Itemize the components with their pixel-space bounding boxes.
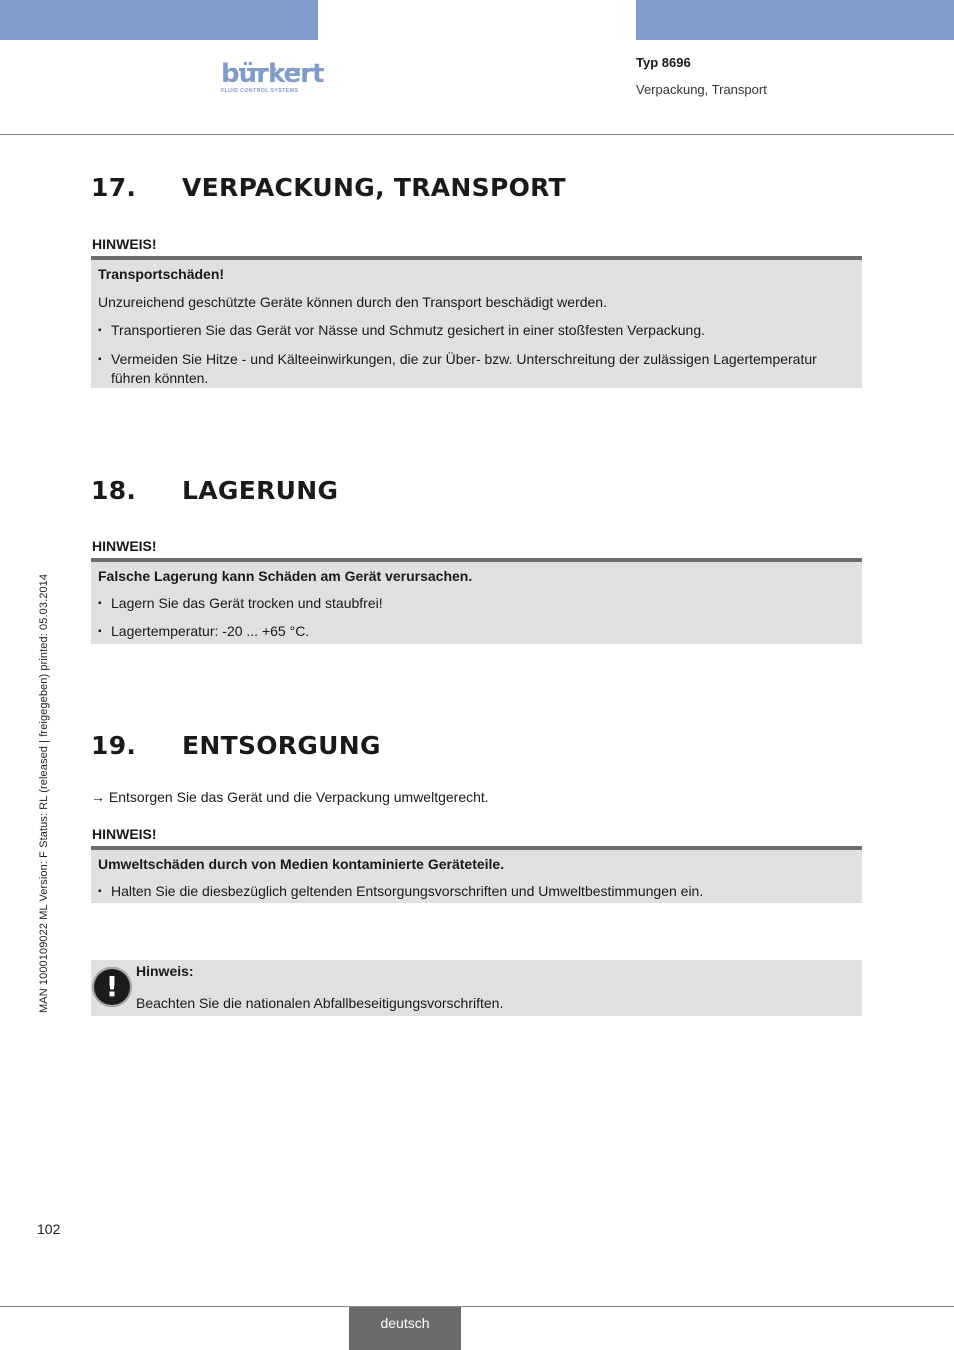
footer-divider [0, 1306, 954, 1307]
header-divider [0, 134, 954, 135]
header-bar-right [636, 0, 954, 40]
instruction-text: → Entsorgen Sie das Gerät und die Verpackung umweltgerecht. [91, 789, 489, 805]
header-typ: Typ 8696 [636, 55, 691, 70]
notice-title: Transportschäden! [98, 266, 225, 282]
header-section-name: Verpackung, Transport [636, 82, 767, 97]
exclamation-mark: ! [105, 970, 119, 1003]
language-tab: deutsch [349, 1307, 461, 1350]
section-number: 17. [91, 173, 137, 202]
list-item: ▪ Lagertemperatur: -20 ... +65 °C. [98, 622, 844, 641]
note-text: Beachten Sie die nationalen Abfallbeseitigungsvorschriften. [136, 995, 504, 1011]
section-19-heading [91, 731, 381, 760]
section-title: LAGERUNG [182, 476, 339, 505]
section-18-heading [91, 476, 338, 505]
notice-label: HINWEIS! [92, 236, 157, 252]
section-17-heading [91, 173, 566, 202]
note-box [91, 960, 862, 1016]
list-item: ▪ Vermeiden Sie Hitze - und Kälteeinwirkungen, die zur Über- bzw. Unterschreitung der zulässigen Lagertemperatur führen könnten. [98, 350, 844, 388]
burkert-logo [221, 58, 324, 98]
notice-text: Unzureichend geschützte Geräte können durch den Transport beschädigt werden. [98, 294, 607, 310]
notice-label: HINWEIS! [92, 826, 157, 842]
list-item: ▪ Halten Sie die diesbezüglich geltenden Entsorgungsvorschriften und Umweltbestimmungen ein. [98, 882, 844, 901]
section-number: 18. [91, 476, 137, 505]
document-meta-vertical: MAN 1000109022 ML Version: F Status: RL (released | freigegeben) printed: 05.03.2014 [38, 573, 50, 1013]
notice-box-disposal [91, 846, 862, 903]
list-item: ▪ Transportieren Sie das Gerät vor Nässe und Schmutz gesichert in einer stoßfesten Verpackung. [98, 321, 844, 340]
exclamation-icon [92, 967, 132, 1007]
notice-box-storage [91, 558, 862, 644]
section-title: ENTSORGUNG [182, 731, 381, 760]
section-title: VERPACKUNG, TRANSPORT [182, 173, 566, 202]
page-number: 102 [37, 1221, 61, 1237]
notice-title: Umweltschäden durch von Medien kontaminierte Geräteteile. [98, 856, 505, 872]
notice-title: Falsche Lagerung kann Schäden am Gerät verursachen. [98, 568, 473, 584]
logo-wordmark: bürkert [221, 59, 324, 89]
notice-label: HINWEIS! [92, 538, 157, 554]
logo-subtitle: FLUID CONTROL SYSTEMS [221, 88, 299, 94]
list-item: ▪ Lagern Sie das Gerät trocken und staubfrei! [98, 594, 844, 613]
note-title: Hinweis: [136, 963, 194, 979]
header-bar-left [0, 0, 318, 40]
section-number: 19. [91, 731, 137, 760]
notice-box-transport [91, 256, 862, 388]
